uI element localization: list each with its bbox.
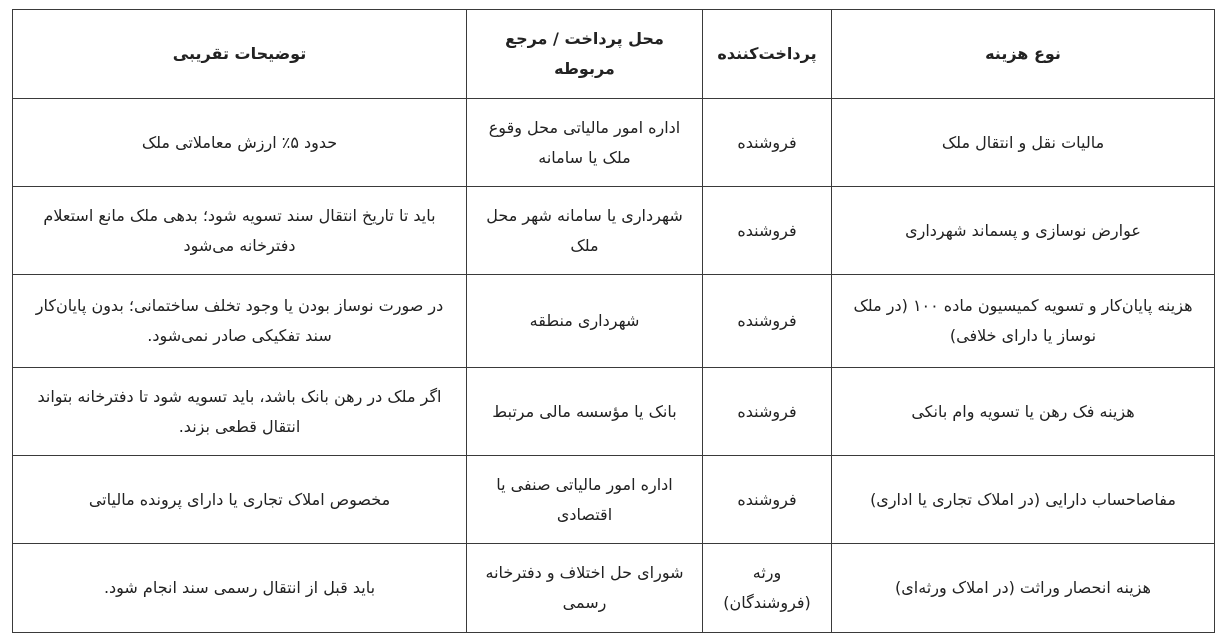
header-payer: پرداخت‌کننده (703, 10, 832, 99)
cell-cost-type: هزینه فک رهن یا تسویه وام بانکی (832, 368, 1215, 456)
table-row (13, 275, 1215, 368)
table-row (13, 187, 1215, 275)
cell-payment-place: اداره امور مالیاتی صنفی یا اقتصادی (467, 456, 703, 544)
costs-table-container (12, 9, 1214, 631)
header-description: توضیحات تقریبی (13, 10, 467, 99)
cell-payment-place: اداره امور مالیاتی محل وقوع ملک یا سامانه (467, 99, 703, 187)
cell-cost-type: هزینه انحصار وراثت (در املاک ورثه‌ای) (832, 544, 1215, 633)
cell-cost-type: مالیات نقل و انتقال ملک (832, 99, 1215, 187)
cell-cost-type: مفاصاحساب دارایی (در املاک تجاری یا اداری) (832, 456, 1215, 544)
table-row (13, 99, 1215, 187)
cell-description: مخصوص املاک تجاری یا دارای پرونده مالیاتی (13, 456, 467, 544)
property-costs-table (12, 9, 1215, 633)
cell-payer: فروشنده (703, 456, 832, 544)
cell-payment-place: شورای حل اختلاف و دفترخانه رسمی (467, 544, 703, 633)
cell-payment-place: شهرداری منطقه (467, 275, 703, 368)
cell-payer: فروشنده (703, 99, 832, 187)
header-cost-type: نوع هزینه (832, 10, 1215, 99)
cell-description: باید تا تاریخ انتقال سند تسویه شود؛ بدهی ملک مانع استعلام دفترخانه می‌شود (13, 187, 467, 275)
table-row (13, 456, 1215, 544)
cell-cost-type: عوارض نوسازی و پسماند شهرداری (832, 187, 1215, 275)
cell-description: اگر ملک در رهن بانک باشد، باید تسویه شود تا دفترخانه بتواند انتقال قطعی بزند. (13, 368, 467, 456)
cell-payer: فروشنده (703, 368, 832, 456)
cell-payer: فروشنده (703, 275, 832, 368)
cell-description: باید قبل از انتقال رسمی سند انجام شود. (13, 544, 467, 633)
cell-cost-type: هزینه پایان‌کار و تسویه کمیسیون ماده ۱۰۰ (در ملک نوساز یا دارای خلافی) (832, 275, 1215, 368)
table-row (13, 544, 1215, 633)
cell-description: حدود ۵٪ ارزش معاملاتی ملک (13, 99, 467, 187)
cell-payer: فروشنده (703, 187, 832, 275)
header-payment-place: محل پرداخت / مرجع مربوطه (467, 10, 703, 99)
cell-payment-place: شهرداری یا سامانه شهر محل ملک (467, 187, 703, 275)
table-header-row (13, 10, 1215, 99)
cell-payer: ورثه (فروشندگان) (703, 544, 832, 633)
cell-payment-place: بانک یا مؤسسه مالی مرتبط (467, 368, 703, 456)
table-row (13, 368, 1215, 456)
cell-description: در صورت نوساز بودن یا وجود تخلف ساختمانی؛ بدون پایان‌کار سند تفکیکی صادر نمی‌شود. (13, 275, 467, 368)
